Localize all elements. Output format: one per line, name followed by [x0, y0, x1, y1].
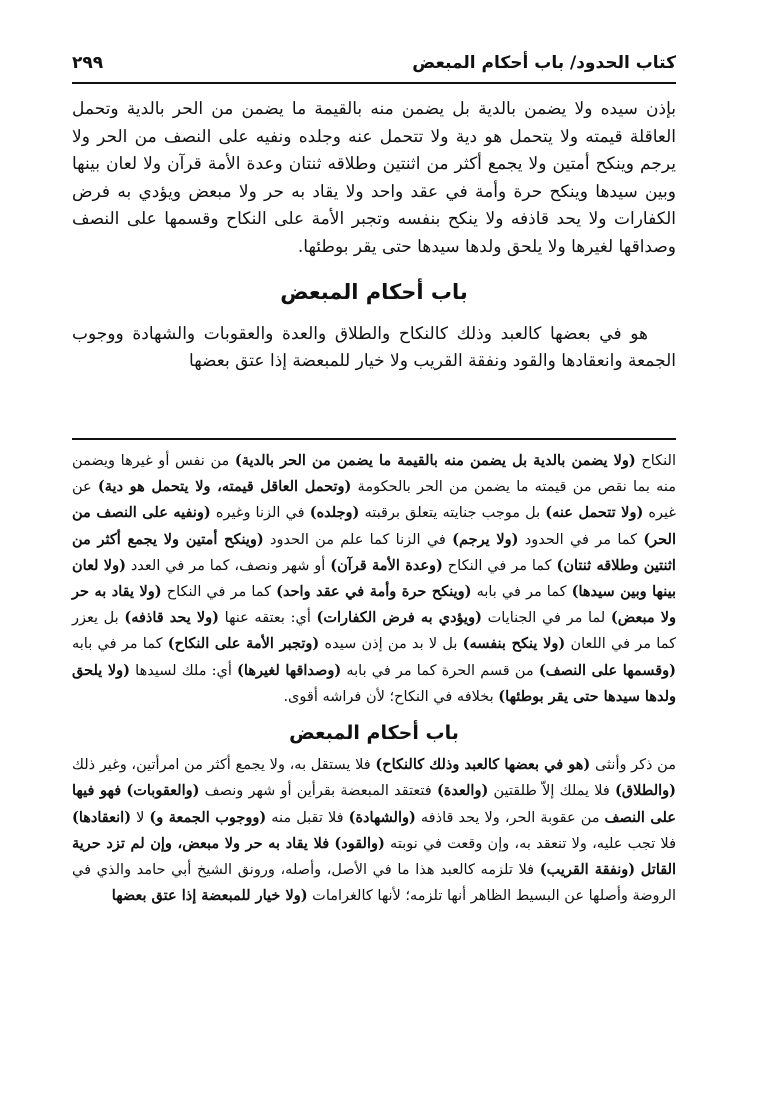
commentary-run: بخلافه في النكاح؛ لأن فراشه أقوى. [283, 688, 499, 705]
main-text [72, 96, 676, 376]
matn-quote-bold: (انعقادها) [72, 808, 132, 826]
matn-quote-bold: فهو فيها على النصف [72, 782, 676, 826]
matn-quote-bold: (وتجبر الأمة على النكاح) [167, 635, 320, 653]
commentary-text [72, 448, 676, 909]
matn-quote-bold: (والطلاق) [615, 782, 677, 800]
commentary-paragraph [72, 448, 676, 710]
commentary-run: فتعتقد المبعضة بقرأين أو شهر ونصف [199, 783, 437, 800]
matn-quote-bold: (ونفقة القريب) [539, 861, 636, 879]
matn-quote-bold: (ولا لعان بينها وبين سيدها) [72, 556, 677, 601]
matn-quote-bold: (وصداقها لغيرها) [237, 661, 342, 679]
matn-quote-bold: (وقسمها على النصف) [538, 661, 676, 679]
matn-quote-bold: (والعقوبات) [126, 782, 200, 800]
matn-quote-bold: (وجلده) [309, 504, 360, 522]
matn-quote-bold: (ولا يرجم) [452, 530, 519, 548]
matn-quote-bold: (ويؤدي به فرض الكفارات) [316, 609, 482, 627]
commentary-chapter-heading: باب أحكام المبعض [289, 722, 459, 745]
commentary-run: بل لا بد من إذن سيده [319, 636, 463, 653]
commentary-run: كما مر في النكاح [442, 557, 557, 574]
main-paragraph-chapter: هو في بعضها كالعبد وذلك كالنكاح والطلاق والعدة والعقوبات والشهادة ووجوب الجمعة وانعقادها والقود ونفقة القريب ولا خيار للمبعضة إذا عتق بعضها [72, 323, 676, 371]
matn-quote-bold: (ولا خيار للمبعضة إذا عتق بعضها [111, 887, 308, 905]
commentary-run: في الزنا كما علم من الحدود [263, 531, 453, 548]
text-divider [72, 438, 676, 440]
matn-quote-bold: (وتحمل العاقل قيمته، ولا يتحمل هو دية) [97, 478, 352, 496]
commentary-run: فلا تجب عليه، ولا تنعقد به، وإن وقعت في نوبته [384, 835, 677, 852]
commentary-run: كما مر في النكاح [161, 584, 277, 601]
commentary-run: فلا يملك إلاّ طلقتين [488, 783, 616, 800]
matn-quote-bold: (ولا ينكح بنفسه) [462, 635, 566, 653]
commentary-run: كما مر في بابه [471, 584, 572, 601]
matn-quote-bold: (ولا يضمن بالدية بل يضمن منه بالقيمة ما يضمن من الحر بالدية) [234, 452, 636, 469]
commentary-run: من نفس أو غيرها ويضمن منه بما نقص من قيمته ما يضمن من الحر بالحكومة [72, 453, 676, 496]
commentary-run: من عقوبة الحر، ولا يحد قاذفه [415, 809, 605, 826]
main-paragraph: بإذن سيده ولا يضمن بالدية بل يضمن منه بالقيمة ما يضمن من الحر بالدية وتحمل العاقلة قيمته ولا يتحمل هو دية ولا تتحمل عنه وجلده ونفيه على النصف من الحر ولا يرجم وينكح أمتين ولا يجمع أكثر من اثنتين وطلاقه ثنتان وعدة الأمة قرآن ولا لعان بينها وبين سيدها وينكح حرة وأمة في عقد واحد ولا يقاد به حر ولا مبعض ويؤدي به فرض الكفارات ولا يحد قاذفه ولا ينكح بنفسه وتجبر الأمة على النكاح وقسمها على النصف وصداقها لغيرها ولا يلحق ولدها سيدها حتى يقر بوطئها. [72, 99, 676, 257]
commentary-run: في الزنا وغيره [210, 505, 310, 522]
matn-quote-bold: (ونفيه على النصف من الحر) [72, 504, 676, 548]
matn-quote-bold: (وينكح أمتين ولا يجمع أكثر من اثنتين وطلاقه ثنتان) [72, 530, 676, 574]
matn-quote-bold: (والقود) [334, 834, 385, 852]
matn-quote-bold: (ووجوب الجمعة و) [149, 808, 267, 826]
commentary-run: فلا تلزمه كالعبد هذا ما في الأصل، وأصله، ورونق الشيخ أبي حامد والذي في الروضة وأصلها عن البسيط الظاهر أنها تلزمه؛ لأنها كالغرامات [72, 862, 676, 905]
commentary-paragraph-chapter [72, 752, 676, 909]
page-number: ٢٩٩ [72, 53, 104, 73]
commentary-run: كما مر في بابه [72, 636, 168, 653]
running-title: كتاب الحدود/ باب أحكام المبعض [412, 53, 676, 73]
matn-quote-bold: (ولا تتحمل عنه) [545, 504, 644, 522]
commentary-run: عن غيره [72, 479, 676, 522]
commentary-run: أي: ملك لسيدها [130, 662, 238, 679]
commentary-run: بل يعزر كما مر في اللعان [72, 610, 677, 653]
commentary-run: فلا تقبل منه [266, 809, 349, 826]
matn-quote-bold: فلا يقاد به حر ولا مبعض، وإن لم تزد حرية القاتل [72, 834, 677, 879]
commentary-run: النكاح [635, 453, 677, 469]
commentary-run: فلا يستقل به، ولا يجمع أكثر من امرأتين، وغير ذلك [72, 757, 376, 774]
page-header [72, 44, 676, 84]
commentary-run: من ذكر وأنثى [590, 757, 676, 774]
commentary-run: لا [131, 809, 150, 826]
commentary-run: أي: بعتقه عنها [219, 610, 317, 627]
commentary-run: لما مر في الجنايات [481, 610, 611, 627]
matn-quote-bold: (هو في بعضها كالعبد وذلك كالنكاح) [375, 756, 591, 774]
commentary-run: بل موجب جنايته يتعلق برقبته [359, 505, 546, 522]
matn-quote-bold: (والشهادة) [348, 808, 416, 826]
chapter-heading: باب أحكام المبعض [280, 280, 468, 304]
matn-quote-bold: (والعدة) [436, 782, 489, 800]
commentary-run: كما مر في الحدود [518, 531, 644, 548]
commentary-run: من قسم الحرة كما مر في بابه [341, 662, 539, 679]
matn-quote-bold: (وينكح حرة وأمة في عقد واحد) [276, 583, 472, 601]
matn-quote-bold: (ولا يقاد به حر ولا مبعض) [72, 583, 676, 627]
matn-quote-bold: (ولا يلحق ولدها سيدها حتى يقر بوطئها) [72, 661, 676, 705]
commentary-run: أو شهر ونصف، كما مر في العدد [125, 557, 331, 574]
matn-quote-bold: (وعدة الأمة قرآن) [330, 556, 443, 574]
matn-quote-bold: (ولا يحد قاذفه) [124, 609, 220, 627]
